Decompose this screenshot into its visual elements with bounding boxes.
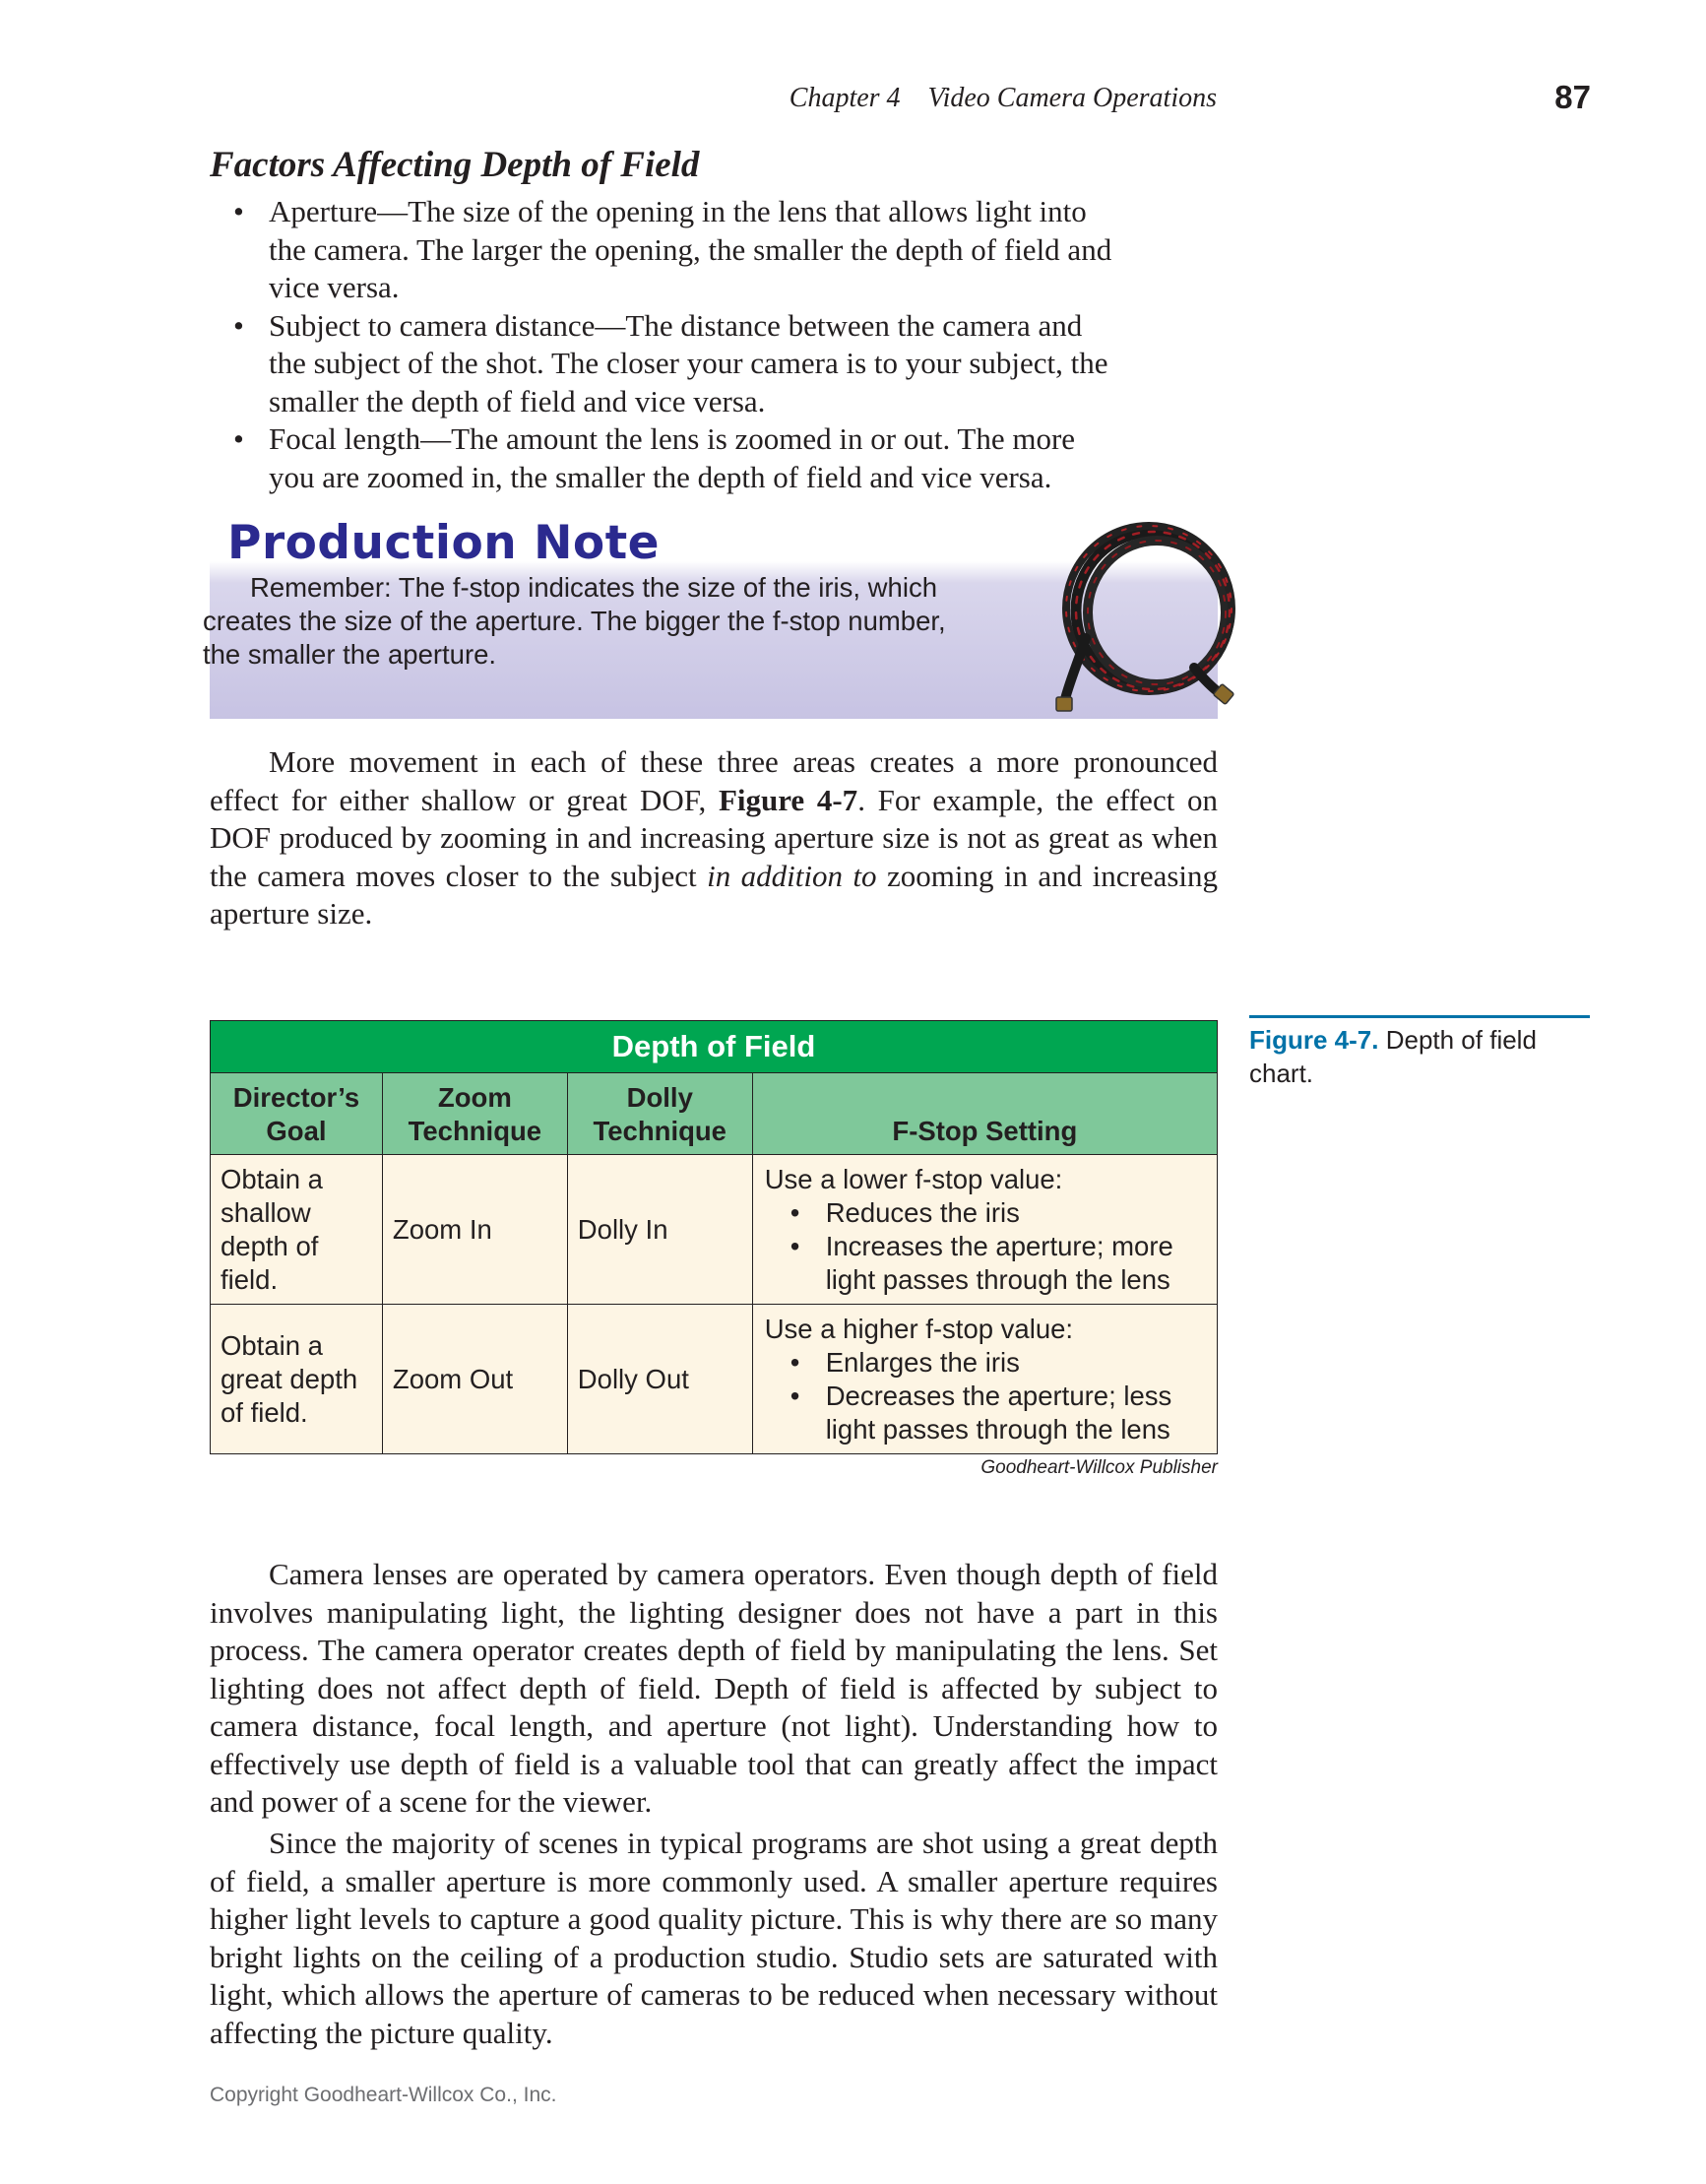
- factor-line: you are zoomed in, the smaller the depth of field and vice versa.: [269, 459, 1052, 494]
- factor-line: vice versa.: [269, 270, 400, 304]
- factor-line: Focal length—The amount the lens is zoomed in or out. The more: [269, 421, 1076, 456]
- figure-label: Figure 4-7.: [1249, 1025, 1379, 1055]
- factor-line: Aperture—The size of the opening in the lens that allows light into: [269, 194, 1087, 228]
- dolly-cell: Dolly Out: [567, 1305, 752, 1454]
- zoom-cell: Zoom In: [382, 1155, 567, 1305]
- table-row: [211, 1155, 1218, 1305]
- copyright-footer: Copyright Goodheart-Willcox Co., Inc.: [210, 2084, 557, 2106]
- table-header-row: [211, 1073, 1218, 1155]
- factor-item-focal-length: [210, 420, 1218, 496]
- paragraph-text: . For example, the effect on DOF produced by zooming in and increasing aperture size is not as great as when the camera moves closer to the subject: [210, 782, 1218, 893]
- paragraph-text: Since the majority of scenes in typical programs are shot using a great depth of field, a smaller aperture is more commonly used. A smaller aperture requires higher light levels to capture a good quality picture. This is why there are so many bright lights on the ceiling of a production studio. Studio sets are saturated with light, which allows the aperture of cameras to be reduced when necessary without affecting the picture quality.: [210, 1826, 1218, 2050]
- factor-item-distance: [210, 307, 1218, 421]
- fstop-bullets: [765, 1196, 1205, 1297]
- fstop-bullet: • Reduces the iris: [790, 1196, 1020, 1228]
- bullet-icon: •: [233, 307, 244, 343]
- factor-line: Subject to camera distance—The distance between the camera and: [269, 307, 1083, 343]
- production-note-title: Production Note: [227, 516, 661, 570]
- bullet-icon: •: [790, 1346, 800, 1378]
- factor-line: the subject of the shot. The closer your camera is to your subject, the: [269, 346, 1108, 380]
- fstop-intro: Use a higher f-stop value:: [764, 1313, 1074, 1344]
- coiled-cable-icon: [1046, 520, 1243, 713]
- fstop-bullet: • Decreases the aperture; less light passes through the lens: [790, 1380, 1172, 1445]
- caption-rule: [1249, 1015, 1590, 1018]
- fstop-intro: Use a lower f-stop value:: [764, 1163, 1063, 1194]
- table-title-row: [211, 1021, 1218, 1073]
- emphasis-text: in addition to: [707, 858, 877, 893]
- production-note-text: [203, 571, 1093, 672]
- goal-cell: Obtain a great depth of field.: [211, 1305, 383, 1454]
- note-line: the smaller the aperture.: [203, 639, 497, 670]
- bullet-icon: •: [790, 1196, 800, 1228]
- bullet-icon: •: [790, 1230, 800, 1261]
- section-title: Factors Affecting Depth of Field: [210, 145, 700, 185]
- column-header: F-Stop Setting: [752, 1073, 1217, 1155]
- factor-line: smaller the depth of field and vice versa.: [269, 383, 766, 418]
- table-credit: Goodheart-Willcox Publisher: [980, 1457, 1218, 1478]
- bullet-icon: •: [790, 1380, 800, 1411]
- figure-caption-text: Depth of field chart.: [1249, 1025, 1537, 1088]
- bullet-icon: •: [233, 421, 244, 456]
- table-title: Depth of Field: [211, 1021, 1218, 1073]
- column-header: Dolly Technique: [567, 1073, 752, 1155]
- page-number: 87: [1554, 79, 1591, 115]
- paragraph-text: More movement in each of these three areas creates a more pronounced effect for either shallow or great DOF,: [210, 744, 1218, 817]
- fstop-bullet: • Increases the aperture; more light passes through the lens: [790, 1230, 1173, 1295]
- bullet-icon: •: [233, 194, 244, 228]
- body-paragraph-3: [210, 1825, 1218, 2052]
- figure-reference-link[interactable]: Figure 4-7: [718, 782, 858, 817]
- factor-line: the camera. The larger the opening, the smaller the depth of field and: [269, 231, 1112, 267]
- factor-item-aperture: [210, 193, 1218, 307]
- body-paragraph-2: [210, 1556, 1218, 1822]
- zoom-cell: Zoom Out: [382, 1305, 567, 1454]
- dolly-cell: Dolly In: [567, 1155, 752, 1305]
- note-line: Remember: The f-stop indicates the size of the iris, which: [250, 572, 937, 603]
- paragraph-text: zooming in and increasing aperture size.: [210, 858, 1219, 931]
- column-header: Director’s Goal: [211, 1073, 383, 1155]
- fstop-bullet: • Enlarges the iris: [790, 1346, 1020, 1378]
- paragraph-text: Camera lenses are operated by camera operators. Even though depth of field involves manipulating light, the lighting designer does not have a part in this process. The camera operator creates depth of field by manipulating the lens. Set lighting does not affect depth of field. Depth of field is affected by subject to camera distance, focal length, and aperture (not light). Understanding how to effectively use depth of field is a valuable tool that can greatly affect the impact and power of a scene for the viewer.: [210, 1557, 1218, 1819]
- fstop-cell: [752, 1305, 1217, 1454]
- depth-of-field-table: [210, 1020, 1218, 1454]
- chapter-title: Chapter 4 Video Camera Operations: [789, 83, 1217, 113]
- fstop-cell: [752, 1155, 1217, 1305]
- running-header: [0, 79, 1706, 122]
- table-row: [211, 1305, 1218, 1454]
- factors-list: [210, 193, 1218, 496]
- production-note: [203, 516, 1218, 719]
- figure-caption: [1249, 1023, 1590, 1090]
- column-header: Zoom Technique: [382, 1073, 567, 1155]
- body-paragraph-1: [210, 743, 1218, 933]
- goal-cell: Obtain a shallow depth of field.: [211, 1155, 383, 1305]
- note-line: creates the size of the aperture. The bigger the f-stop number,: [203, 606, 946, 636]
- fstop-bullets: [765, 1346, 1205, 1446]
